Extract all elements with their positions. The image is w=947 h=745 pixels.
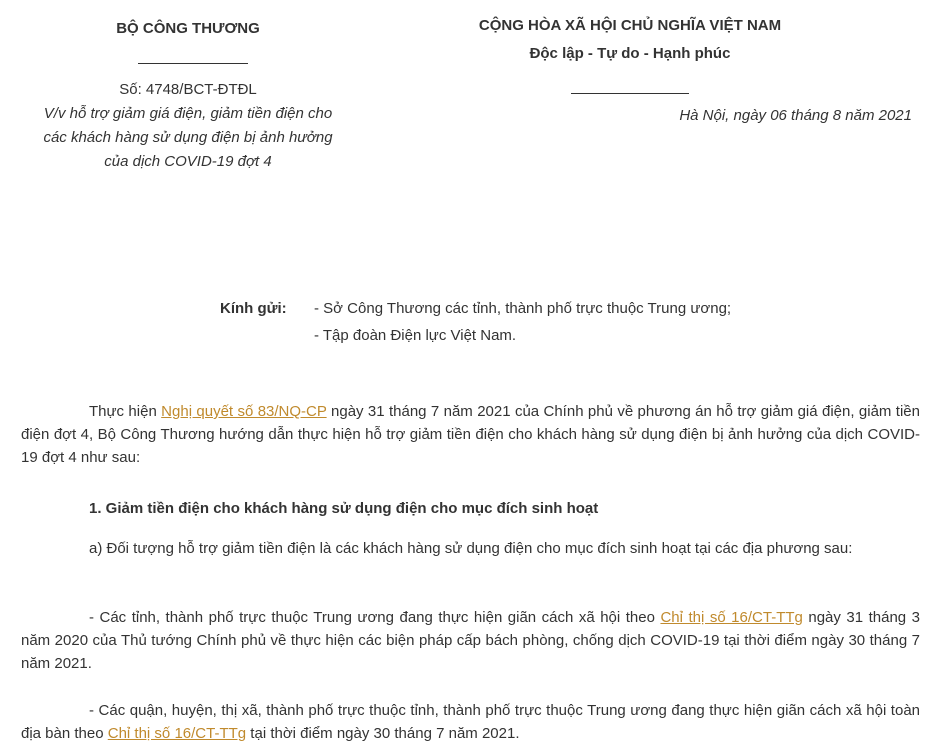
- intro-text: Thực hiện: [89, 403, 162, 420]
- recipients-label: Kính gửi:: [220, 300, 287, 317]
- intro-paragraph: [21, 400, 920, 469]
- paragraph-b-text-cont: ngày 31 tháng 3 năm 2020 của Thủ tướng Chính phủ về thực hiện các biện pháp cấp bách phòng, chống dịch COVID-19 tại thời điểm ngày 30 tháng 7 năm 2021.: [21, 609, 920, 672]
- ministry-name: BỘ CÔNG THƯƠNG: [116, 20, 260, 37]
- document-number: Số: 4748/BCT-ĐTĐL: [119, 81, 257, 98]
- intro-text-cont: ngày 31 tháng 7 năm 2021 của Chính phủ về phương án hỗ trợ giảm giá điện, giảm tiền điện đợt 4, Bộ Công Thương hướng dẫn thực hiện hỗ trợ giảm tiền điện cho khách hàng sử dụng điện bị ảnh hưởng của dịch COVID-19 đợt 4 như sau:: [21, 403, 920, 466]
- paragraph-b: [21, 606, 920, 675]
- directive-16-link-2[interactable]: Chỉ thị số 16/CT-TTg: [107, 725, 247, 742]
- country-name: CỘNG HÒA XÃ HỘI CHỦ NGHĨA VIỆT NAM: [478, 17, 782, 34]
- place-and-date: Hà Nội, ngày 06 tháng 8 năm 2021: [679, 107, 912, 124]
- recipient-item: - Tập đoàn Điện lực Việt Nam.: [314, 327, 517, 344]
- recipient-item: - Sở Công Thương các tỉnh, thành phố trực thuộc Trung ương;: [314, 300, 732, 317]
- paragraph-c-text: - Các quận, huyện, thị xã, thành phố trực thuộc tỉnh, thành phố trực thuộc Trung ương đang thực hiện giãn cách xã hội toàn địa bàn theo: [21, 702, 920, 742]
- paragraph-a: a) Đối tượng hỗ trợ giảm tiền điện là các khách hàng sử dụng điện cho mục đích sinh hoạt tại các địa phương sau:: [89, 540, 853, 557]
- ministry-underline: [138, 63, 248, 64]
- section-1-heading: 1. Giảm tiền điện cho khách hàng sử dụng điện cho mục đích sinh hoạt: [89, 500, 599, 517]
- document-subject: V/v hỗ trợ giảm giá điện, giảm tiền điện cho các khách hàng sử dụng điện bị ảnh hưởng của dịch COVID-19 đợt 4: [43, 105, 333, 170]
- paragraph-c-text-cont: tại thời điểm ngày 30 tháng 7 năm 2021.: [246, 725, 520, 742]
- national-motto: Độc lập - Tự do - Hạnh phúc: [529, 45, 731, 62]
- directive-16-link[interactable]: Chỉ thị số 16/CT-TTg: [660, 609, 803, 626]
- motto-underline: [571, 93, 689, 94]
- paragraph-b-text: - Các tỉnh, thành phố trực thuộc Trung ương đang thực hiện giãn cách xã hội theo: [89, 609, 661, 626]
- paragraph-c: [21, 699, 920, 745]
- resolution-83-link[interactable]: Nghị quyết số 83/NQ-CP: [161, 403, 327, 420]
